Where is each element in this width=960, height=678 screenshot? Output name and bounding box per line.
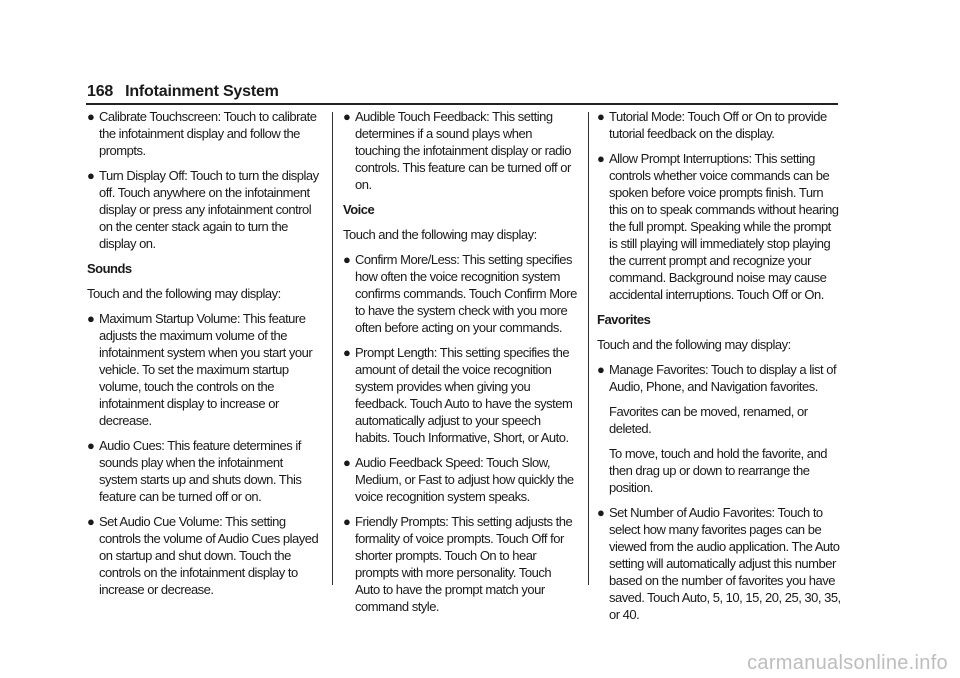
list-item-text: Audible Touch Feedback: This setting determines if a sound plays when touching the infotainment display or radio controls. This feature can be turned off or on. bbox=[355, 109, 572, 192]
bullet-icon: ● bbox=[87, 514, 95, 529]
list-item bbox=[343, 513, 577, 615]
list-item-text: Set Number of Audio Favorites: Touch to select how many favorites pages can be viewed from the audio application. The Auto setting will automatically adjust this number based on the number of favorites you have saved. Touch Auto, 5, 10, 15, 20, 25, 30, 35, or 40. bbox=[609, 505, 841, 622]
list-item bbox=[87, 513, 323, 598]
column-1 bbox=[87, 108, 323, 606]
column-divider bbox=[588, 112, 589, 585]
list-item-text: Friendly Prompts: This setting adjusts the formality of voice prompts. Touch Off for shorter prompts. Touch On to hear prompts with more personality. Touch Auto to have the prompt match your command style. bbox=[355, 514, 573, 614]
column-divider bbox=[332, 112, 333, 585]
list-item-text: Manage Favorites: Touch to display a list of Audio, Phone, and Navigation favorites. bbox=[609, 362, 837, 394]
list-item-text: Audio Cues: This feature determines if sounds play when the infotainment system starts up and shuts down. This feature can be turned off or on. bbox=[99, 438, 302, 504]
list-item bbox=[597, 108, 841, 142]
list-item bbox=[343, 454, 577, 505]
section-title: Infotainment System bbox=[125, 83, 279, 100]
sub-paragraph: Favorites can be moved, renamed, or deleted. bbox=[609, 404, 808, 436]
voice-heading: Voice bbox=[343, 202, 375, 217]
list-item-text: Prompt Length: This setting specifies the amount of detail the voice recognition system provides when giving you feedback. Touch Auto to have the system automatically adjust to your speech habits. Touch Informative, Short, or Auto. bbox=[355, 345, 573, 445]
page-number: 168 bbox=[87, 83, 114, 100]
list-item-text: Turn Display Off: Touch to turn the display off. Touch anywhere on the infotainment display or press any infotainment control on the center stack again to turn the display on. bbox=[99, 168, 319, 251]
list-item-text: Allow Prompt Interruptions: This setting controls whether voice commands can be spoken before voice prompts finish. Turn this on to speak commands without hearing the full prompt. Speaking while the prompt is still playing will immediately stop playing the current prompt and recognize your command. Background noise may cause accidental interruptions. Touch Off or On. bbox=[609, 151, 839, 302]
bullet-icon: ● bbox=[597, 109, 605, 124]
list-item-text: Maximum Startup Volume: This feature adjusts the maximum volume of the infotainment system when you start your vehicle. To set the maximum startup volume, touch the controls on the infotainment display to increase or decrease. bbox=[99, 311, 313, 428]
bullet-icon: ● bbox=[597, 151, 605, 166]
bullet-icon: ● bbox=[597, 505, 605, 520]
list-item-text: Confirm More/Less: This setting specifies how often the voice recognition system confirms commands. Touch Confirm More to have the system check with you more often before acting on your commands. bbox=[355, 252, 577, 335]
bullet-icon: ● bbox=[343, 252, 351, 267]
list-item bbox=[87, 437, 323, 505]
sub-paragraph: To move, touch and hold the favorite, and then drag up or down to rearrange the position. bbox=[609, 446, 827, 495]
list-item-text: Audio Feedback Speed: Touch Slow, Medium, or Fast to adjust how quickly the voice recognition system speaks. bbox=[355, 455, 574, 504]
voice-intro: Touch and the following may display: bbox=[343, 227, 537, 242]
sounds-heading: Sounds bbox=[87, 261, 132, 276]
bullet-icon: ● bbox=[343, 514, 351, 529]
list-item-text: Tutorial Mode: Touch Off or On to provide tutorial feedback on the display. bbox=[609, 109, 827, 141]
list-item bbox=[87, 108, 323, 159]
bullet-icon: ● bbox=[343, 109, 351, 124]
list-item bbox=[343, 344, 577, 446]
list-item bbox=[597, 150, 841, 303]
bullet-icon: ● bbox=[87, 438, 95, 453]
bullet-icon: ● bbox=[597, 362, 605, 377]
bullet-icon: ● bbox=[87, 168, 95, 183]
bullet-icon: ● bbox=[87, 311, 95, 326]
favorites-intro: Touch and the following may display: bbox=[597, 337, 791, 352]
header-rule bbox=[86, 103, 838, 105]
watermark: carmanualsonline.info bbox=[747, 652, 948, 674]
list-item bbox=[597, 361, 841, 395]
page-header bbox=[87, 80, 279, 104]
list-item bbox=[87, 167, 323, 252]
column-2 bbox=[343, 108, 577, 623]
list-item bbox=[343, 251, 577, 336]
bullet-icon: ● bbox=[343, 455, 351, 470]
bullet-icon: ● bbox=[343, 345, 351, 360]
list-item bbox=[87, 310, 323, 429]
list-item-text: Set Audio Cue Volume: This setting controls the volume of Audio Cues played on startup and shut down. Touch the controls on the infotainment display to increase or decrease. bbox=[99, 514, 319, 597]
favorites-heading: Favorites bbox=[597, 312, 651, 327]
sounds-intro: Touch and the following may display: bbox=[87, 286, 281, 301]
column-3 bbox=[597, 108, 841, 631]
list-item-text: Calibrate Touchscreen: Touch to calibrate the infotainment display and follow the prompts. bbox=[99, 109, 317, 158]
bullet-icon: ● bbox=[87, 109, 95, 124]
list-item bbox=[343, 108, 577, 193]
list-item bbox=[597, 504, 841, 623]
